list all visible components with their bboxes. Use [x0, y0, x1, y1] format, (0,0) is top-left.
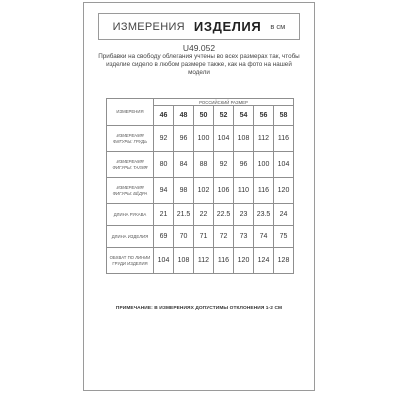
row-label-chest: ИЗМЕРЕНИЯ ФИГУРЫ: ГРУДЬ [107, 126, 154, 152]
table-row [107, 126, 294, 152]
size-header-cell: 48 [174, 106, 194, 126]
table-cell: 120 [274, 178, 294, 204]
table-cell: 112 [194, 248, 214, 274]
title-bar [98, 13, 300, 40]
table-row [107, 248, 294, 274]
table-cell: 92 [214, 152, 234, 178]
table-cell: 21.5 [174, 204, 194, 226]
row-label-waist: ИЗМЕРЕНИЯ ФИГУРЫ: ТАЛИЯ [107, 152, 154, 178]
table-cell: 116 [274, 126, 294, 152]
table-band-row [107, 99, 294, 106]
table-cell: 120 [234, 248, 254, 274]
table-cell: 102 [194, 178, 214, 204]
table-row [107, 204, 294, 226]
size-header-cell: 50 [194, 106, 214, 126]
table-cell: 96 [234, 152, 254, 178]
size-header-cell: 52 [214, 106, 234, 126]
table-cell: 108 [174, 248, 194, 274]
table-row [107, 226, 294, 248]
table-cell: 74 [254, 226, 274, 248]
table-cell: 23.5 [254, 204, 274, 226]
table-cell: 104 [214, 126, 234, 152]
table-cell: 98 [174, 178, 194, 204]
row-label-chest-girth: ОБХВАТ ПО ЛИНИИ ГРУДИ ИЗДЕЛИЯ [107, 248, 154, 274]
table-cell: 24 [274, 204, 294, 226]
table-cell: 75 [274, 226, 294, 248]
table-cell: 22 [194, 204, 214, 226]
size-header-cell: 56 [254, 106, 274, 126]
table-cell: 116 [214, 248, 234, 274]
table-cell: 100 [254, 152, 274, 178]
table-cell: 94 [154, 178, 174, 204]
table-cell: 106 [214, 178, 234, 204]
table-cell: 21 [154, 204, 174, 226]
table-cell: 71 [194, 226, 214, 248]
table-cell: 110 [234, 178, 254, 204]
table-cell: 80 [154, 152, 174, 178]
row-label-garment-length: ДЛИНА ИЗДЕЛИЯ [107, 226, 154, 248]
table-cell: 108 [234, 126, 254, 152]
table-cell: 70 [174, 226, 194, 248]
table-corner-label: ИЗМЕРЕНИЯ [107, 99, 154, 126]
size-chart-sheet [83, 2, 315, 391]
table-cell: 22.5 [214, 204, 234, 226]
size-header-cell: 58 [274, 106, 294, 126]
size-table [106, 98, 294, 274]
article-code: U49.052 [182, 43, 216, 53]
table-cell: 124 [254, 248, 274, 274]
table-cell: 92 [154, 126, 174, 152]
title-main: ИЗДЕЛИЯ [193, 19, 262, 34]
table-cell: 88 [194, 152, 214, 178]
table-cell: 100 [194, 126, 214, 152]
table-cell: 112 [254, 126, 274, 152]
table-cell: 69 [154, 226, 174, 248]
fit-note: Прибавки на свободу облегания учтены во всех размерах так, чтобы изделие сидело в любом размере также, как на фото на нашей модели [98, 53, 300, 77]
table-cell: 104 [274, 152, 294, 178]
title-units: в см [270, 22, 286, 31]
table-cell: 73 [234, 226, 254, 248]
table-cell: 128 [274, 248, 294, 274]
table-cell: 84 [174, 152, 194, 178]
table-row [107, 178, 294, 204]
table-cell: 104 [154, 248, 174, 274]
table-cell: 23 [234, 204, 254, 226]
size-header-cell: 46 [154, 106, 174, 126]
row-label-hips: ИЗМЕРЕНИЯ ФИГУРЫ: БЁДРА [107, 178, 154, 204]
table-row [107, 152, 294, 178]
russian-size-band: РОССИЙСКИЙ РАЗМЕР [154, 99, 294, 106]
table-cell: 72 [214, 226, 234, 248]
size-header-cell: 54 [234, 106, 254, 126]
title-left: ИЗМЕРЕНИЯ [112, 20, 185, 33]
row-label-sleeve-length: ДЛИНА РУКАВА [107, 204, 154, 226]
tolerance-footnote: ПРИМЕЧАНИЕ: В ИЗМЕРЕНИЯХ ДОПУСТИМЫ ОТКЛОНЕНИЯ 1-2 СМ [115, 306, 283, 311]
table-cell: 96 [174, 126, 194, 152]
table-cell: 116 [254, 178, 274, 204]
